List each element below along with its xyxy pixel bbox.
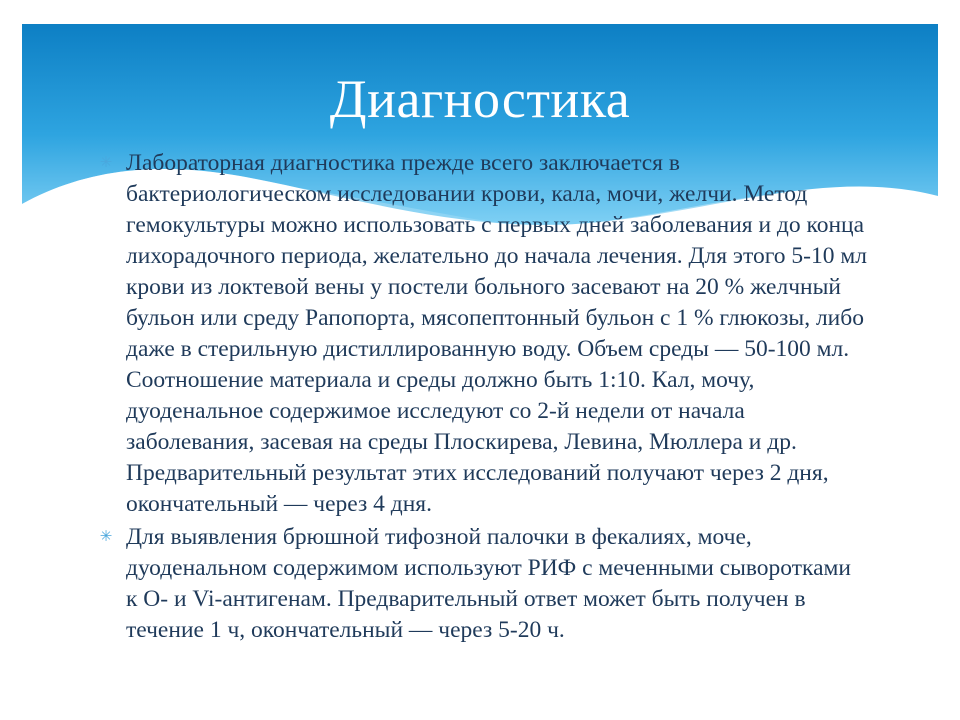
asterisk-bullet-icon: ✳ <box>99 155 113 171</box>
bullet-list <box>98 148 868 648</box>
bullet-text: Лабораторная диагностика прежде всего заключается в бактериологическом исследовании крови, кала, мочи, желчи. Метод гемокультуры можно использовать с первых дней заболевания и до конца лихорадочного периода, желательно до начала лечения. Для этого 5-10 мл крови из локтевой вены у постели больного засевают на 20 % желчный бульон или среду Рапопорта, мясопептонный бульон с 1 % глюкозы, либо даже в стерильную дистиллированную воду. Объем среды — 50-100 мл. Соотношение материала и среды должно быть 1:10. Кал, мочу, дуоденальное содержимое исследуют со 2-й недели от начала заболевания, засевая на среды Плоскирева, Левина, Мюллера и др. Предварительный результат этих исследований получают через 2 дня, окончательный — через 4 дня. <box>126 150 867 517</box>
slide-title: Диагностика <box>329 69 631 129</box>
list-item <box>98 522 868 646</box>
asterisk-bullet-icon: ✳ <box>99 529 113 545</box>
list-item <box>98 148 868 520</box>
bullet-text: Для выявления брюшной тифозной палочки в фекалиях, моче, дуоденальном содержимом используют РИФ с меченными сыворотками к О- и Vi-антигенам. Предварительный ответ может быть получен в течение 1 ч, окончательный — через 5-20 ч. <box>126 524 851 643</box>
